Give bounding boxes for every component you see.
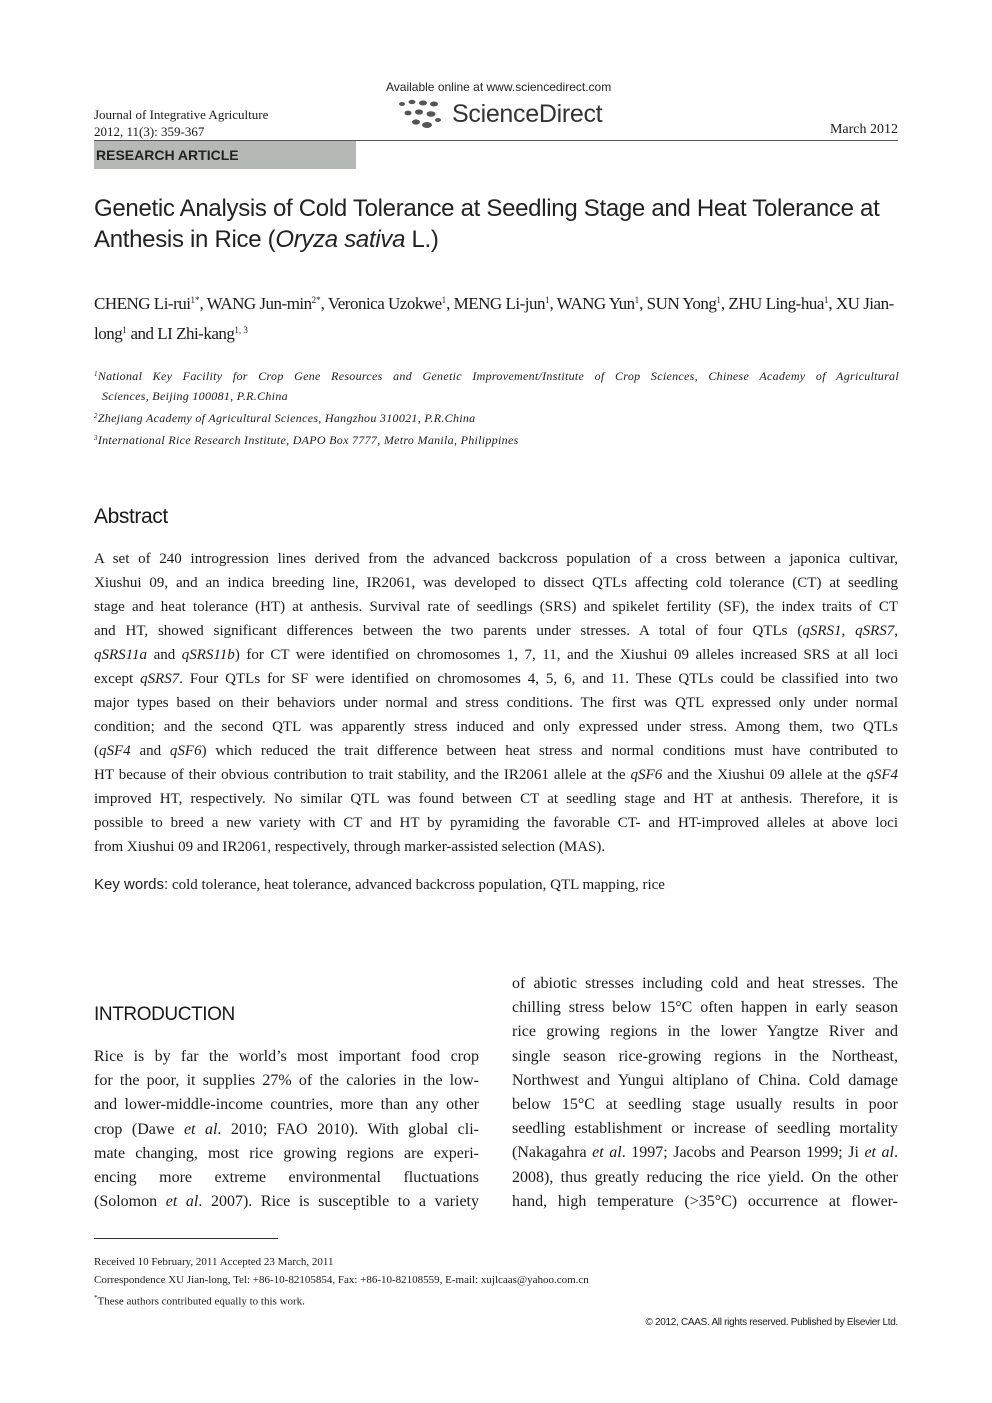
affiliation-text: Zhejiang Academy of Agricultural Sciences, Hangzhou 310021, P.R.China <box>97 411 476 425</box>
text-run: seedling establishment or increase of seedling mortality <box>512 1120 898 1138</box>
text-run: ( <box>94 743 99 759</box>
italic-term: qSF4 <box>99 743 131 759</box>
intro-line <box>512 1093 898 1117</box>
sciencedirect-leaf-icon <box>398 98 444 130</box>
text-run: . 2010; FAO 2010). With global cli- <box>217 1120 479 1138</box>
intro-line <box>94 1045 479 1069</box>
intro-line <box>94 1118 479 1142</box>
italic-term: qSRS11a <box>94 647 148 663</box>
author-affiliation-mark: 1 <box>823 295 829 305</box>
text-run: major types based on their behaviors under normal and stress conditions. The first was QTL expressed only under normal <box>94 695 898 711</box>
author-separator: , <box>639 294 647 313</box>
abstract-line <box>94 715 898 739</box>
text-run: for the poor, it supplies 27% of the calories in the low- <box>94 1072 479 1090</box>
sciencedirect-logo <box>398 98 602 130</box>
note-text: These authors contributed equally to this work. <box>97 1295 305 1308</box>
abstract-line <box>94 739 898 763</box>
text-run: ) which reduced the trait difference between heat stress and normal conditions must have contributed to <box>201 743 898 759</box>
abstract-line <box>94 571 898 595</box>
author-affiliation-mark: 1 <box>122 325 127 335</box>
affiliation-list <box>94 364 899 450</box>
footnotes <box>94 1253 589 1311</box>
intro-line <box>94 1142 479 1166</box>
abstract-line <box>94 619 898 643</box>
text-run: mate changing, most rice growing regions are experi- <box>94 1144 479 1162</box>
text-run: . Four QTLs for SF were identified on chromosomes 4, 5, 6, and 11. These QTLs could be classified into two <box>179 671 899 687</box>
author-affiliation-mark: 1* <box>190 295 200 305</box>
author-affiliation-mark: 1 <box>634 295 640 305</box>
intro-line <box>94 1069 479 1093</box>
abstract-line <box>94 763 898 787</box>
author-list <box>94 287 904 347</box>
keywords <box>94 876 665 894</box>
article-type-badge: RESEARCH ARTICLE <box>94 141 356 169</box>
text-run: and lower-middle-income countries, more than any other <box>94 1096 479 1114</box>
affiliation-number: 3 <box>94 434 98 442</box>
sciencedirect-wordmark: ScienceDirect <box>452 99 603 128</box>
affiliation-item <box>94 364 899 386</box>
italic-term: qSRS7 <box>855 623 895 639</box>
abstract-line <box>94 667 898 691</box>
author-name: XU Jian-long <box>94 294 894 343</box>
intro-line <box>512 1045 898 1069</box>
italic-term: et al <box>183 1120 218 1138</box>
author-affiliation-mark: 1 <box>441 295 447 305</box>
text-run: 2008), thus greatly reducing the rice yield. On the other <box>512 1168 898 1186</box>
note-marker: * <box>94 1294 98 1302</box>
title-text-end: L.) <box>405 226 439 253</box>
italic-term: qSRS7 <box>140 671 180 687</box>
text-run: possible to breed a new variety with CT and HT by pyramiding the favorable CT- and HT-improved alleles at above loci <box>94 815 898 831</box>
text-run: (Nakagahra <box>512 1144 593 1162</box>
journal-header <box>94 106 268 140</box>
issue-date: March 2012 <box>829 122 898 137</box>
intro-line <box>94 1190 479 1214</box>
text-run: . 1997; Jacobs and Pearson 1999; Ji <box>621 1144 865 1162</box>
text-run: and the Xiushui 09 allele at the <box>662 767 867 783</box>
text-run: Rice is by far the world’s most important food crop <box>94 1048 479 1065</box>
italic-term: qSF6 <box>630 767 663 783</box>
equal-contribution-note <box>94 1289 589 1311</box>
text-run: Northwest and Yungui altiplano of China. Cold damage <box>512 1071 898 1089</box>
intro-line <box>512 972 898 996</box>
affiliation-item <box>94 406 899 428</box>
title-species: Oryza sativa <box>275 226 406 253</box>
abstract-line <box>94 811 898 835</box>
author-name: WANG Yun <box>556 294 635 313</box>
text-run: (Solomon <box>94 1193 166 1211</box>
affiliation-number: 1 <box>94 370 98 378</box>
text-run: HT because of their obvious contribution to trait stability, and the IR2061 allele at the <box>94 767 631 783</box>
abstract-heading: Abstract <box>94 505 168 528</box>
text-run: except <box>94 671 141 687</box>
intro-line <box>512 1117 898 1141</box>
introduction-heading: INTRODUCTION <box>94 1004 235 1025</box>
italic-term: et al <box>592 1144 622 1162</box>
keywords-label: Key words: <box>94 876 169 893</box>
text-run: , <box>894 623 898 639</box>
journal-issue: 2012, 11(3): 359-367 <box>94 124 205 139</box>
italic-term: qSRS1 <box>802 623 842 639</box>
text-run: . 2007). Rice is susceptible to a variety <box>198 1193 479 1211</box>
abstract-line <box>94 787 898 811</box>
text-run: below 15°C at seedling stage usually results in poor <box>512 1095 898 1113</box>
journal-name: Journal of Integrative Agriculture <box>94 107 269 122</box>
author-affiliation-mark: 1 <box>544 295 550 305</box>
text-run: from Xiushui 09 and IR2061, respectively, through marker-assisted selection (MAS). <box>94 839 606 855</box>
text-run: A set of 240 introgression lines derived from the advanced backcross population of a cross between a japonica cultivar, <box>94 551 898 567</box>
intro-line <box>94 1166 479 1190</box>
intro-line <box>94 1093 479 1117</box>
keywords-text: cold tolerance, heat tolerance, advanced backcross population, QTL mapping, rice <box>168 877 665 893</box>
author-separator: and <box>126 324 158 343</box>
intro-line <box>512 1190 898 1214</box>
intro-line <box>512 1020 898 1044</box>
author-separator: , <box>720 294 729 313</box>
text-run: of abiotic stresses including cold and heat stresses. The <box>512 975 898 992</box>
article-title <box>94 193 904 255</box>
author-separator: , <box>446 294 454 313</box>
text-run: hand, high temperature (>35°C) occurrence at flower- <box>512 1192 898 1210</box>
author-name: ZHU Ling-hua <box>728 294 824 313</box>
text-run: encing more extreme environmental fluctuations <box>94 1168 479 1186</box>
text-run: crop (Dawe <box>94 1120 184 1138</box>
intro-line <box>512 1069 898 1093</box>
author-name: LI Zhi-kang <box>157 324 235 343</box>
received-dates: Received 10 February, 2011 Accepted 23 March, 2011 <box>94 1256 334 1268</box>
affiliation-text: National Key Facility for Crop Gene Resources and Genetic Improvement/Institute of Crop Sciences, Chinese Academy of Agricultural <box>97 369 899 383</box>
text-run: and <box>130 743 170 759</box>
abstract-line <box>94 547 898 571</box>
intro-line <box>512 1166 898 1190</box>
title-text: Genetic Analysis of Cold Tolerance at Seedling Stage and Heat Tolerance at Anthesis in Rice ( <box>94 195 880 253</box>
italic-term: qSF6 <box>169 743 202 759</box>
abstract-line <box>94 643 898 667</box>
text-run: stage and heat tolerance (HT) at anthesis. Survival rate of seedlings (SRS) and spikelet fertility (SF), the index traits of CT <box>94 599 898 615</box>
abstract-line <box>94 835 898 859</box>
author-name: SUN Yong <box>646 294 717 313</box>
italic-term: qSRS11b <box>181 647 235 663</box>
abstract-line <box>94 691 898 715</box>
copyright: © 2012, CAAS. All rights reserved. Published by Elsevier Ltd. <box>645 1317 898 1328</box>
affiliation-item <box>94 428 899 450</box>
author-affiliation-mark: 2* <box>311 295 321 305</box>
italic-term: et al <box>864 1144 894 1162</box>
text-run: single season rice-growing regions in the Northeast, <box>512 1047 898 1065</box>
author-name: CHENG Li-rui <box>94 294 191 313</box>
italic-term: qSF4 <box>866 767 898 783</box>
introduction-left-column <box>94 1045 479 1214</box>
text-run: rice growing regions in the lower Yangtze River and <box>512 1023 898 1041</box>
text-run: and HT, showed significant differences between the two parents under stresses. A total of four QTLs ( <box>94 623 803 639</box>
abstract-body <box>94 547 898 859</box>
author-affiliation-mark: 1, 3 <box>234 325 248 335</box>
author-affiliation-mark: 1 <box>716 295 721 305</box>
text-run: , <box>841 623 856 639</box>
text-run: and <box>147 647 182 663</box>
italic-term: et al <box>165 1193 199 1211</box>
affiliation-continuation: Sciences, Beijing 100081, P.R.China <box>102 389 288 403</box>
footnote-rule <box>94 1238 278 1239</box>
author-name: Veronica Uzokwe <box>327 294 442 313</box>
abstract-line <box>94 595 898 619</box>
author-separator: , <box>549 294 557 313</box>
text-run: . <box>893 1144 898 1162</box>
text-run: condition; and the second QTL was apparently stress induced and only expressed under stress. Among them, two QTLs <box>94 719 898 735</box>
affiliation-number: 2 <box>94 412 98 420</box>
available-online-text: Available online at www.sciencedirect.com <box>386 80 612 94</box>
author-separator: , <box>199 294 207 313</box>
correspondence: Correspondence XU Jian-long, Tel: +86-10-82105854, Fax: +86-10-82108559, E-mail: xujlcaas@yahoo.com.cn <box>94 1274 589 1286</box>
author-name: MENG Li-jun <box>453 294 545 313</box>
text-run: chilling stress below 15°C often happen in early season <box>512 999 898 1017</box>
text-run: Xiushui 09, and an indica breeding line, IR2061, was developed to dissect QTLs affecting cold tolerance (CT) at seedling <box>94 575 898 591</box>
author-separator: , <box>320 294 328 313</box>
intro-line <box>512 996 898 1020</box>
text-run: improved HT, respectively. No similar QTL was found between CT at seedling stage and HT at anthesis. Therefore, it is <box>94 791 898 807</box>
affiliation-text: International Rice Research Institute, DAPO Box 7777, Metro Manila, Philippines <box>97 433 519 447</box>
author-name: WANG Jun-min <box>206 294 312 313</box>
intro-line <box>512 1141 898 1165</box>
author-separator: , <box>828 294 836 313</box>
text-run: ) for CT were identified on chromosomes 1, 7, 11, and the Xiushui 09 alleles increased SRS at all loci <box>234 647 898 663</box>
introduction-right-column <box>512 972 898 1214</box>
